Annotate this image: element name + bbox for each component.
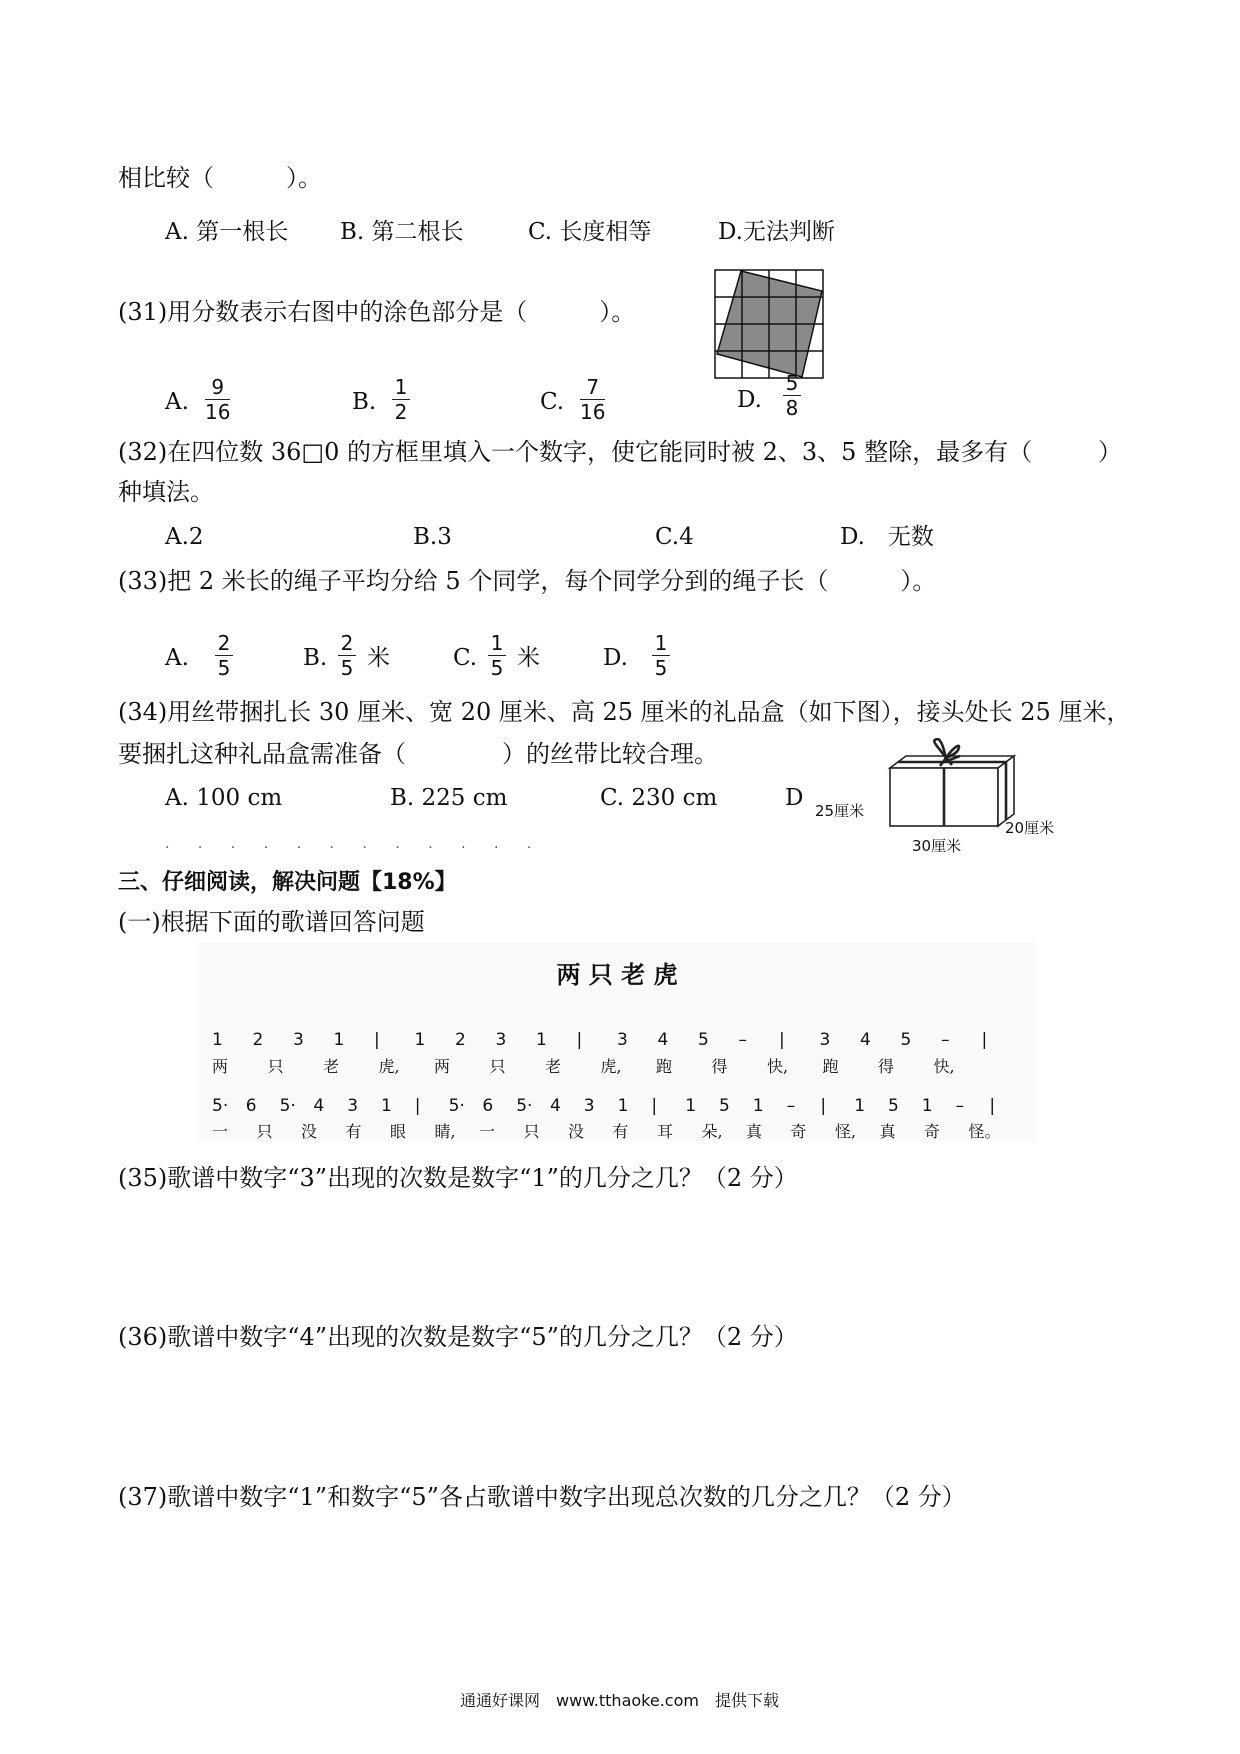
bar-line: | (414, 1096, 421, 1116)
q33-option-b-fraction (338, 632, 356, 679)
q30-stem-tail: 相比较（ ）。 (118, 164, 322, 192)
box-label-height: 25厘米 (815, 802, 865, 820)
gift-box-figure (880, 738, 1020, 843)
score-note: 3 (819, 1030, 831, 1050)
q31-option-a-letter: A. (165, 389, 189, 415)
score-note: 1 (617, 1096, 629, 1116)
denominator: 5 (654, 656, 668, 680)
q33-option-c-unit: 米 (517, 645, 540, 671)
lyric-char: 睛, (434, 1122, 456, 1141)
lyric-char: 只 (523, 1122, 540, 1141)
q32-option-d: D. 无数 (840, 524, 934, 550)
numerator: 1 (654, 631, 668, 655)
q31-option-c-letter: C. (540, 389, 565, 415)
box-label-width: 20厘米 (1005, 819, 1055, 837)
numerator: 5 (785, 371, 799, 395)
q33-option-b-letter: B. (303, 645, 328, 671)
q31-stem: (31)用分数表示右图中的涂色部分是（ ）。 (118, 298, 636, 326)
score-note: 4 (860, 1030, 871, 1050)
lyric-char: 两 (434, 1057, 451, 1076)
numerator: 2 (340, 631, 354, 655)
score-note: – (786, 1096, 796, 1116)
q32-close-paren: ） (1098, 438, 1122, 466)
score-note: 5· (279, 1096, 296, 1116)
lyric-char: 奇 (790, 1122, 807, 1141)
lyric-char: 真 (879, 1122, 896, 1141)
section-subheading: (一)根据下面的歌谱回答问题 (118, 908, 425, 936)
q33-option-d-letter: D. (603, 645, 628, 671)
score-note: 3 (583, 1096, 595, 1116)
lyric-char: 真 (746, 1122, 763, 1141)
q34-stem-line1: (34)用丝带捆扎长 30 厘米、宽 20 厘米、高 25 厘米的礼品盒（如下图），接头处长 25 厘米， (118, 698, 1131, 726)
lyric-char: 跑 (822, 1057, 839, 1076)
q30-option-a: A. 第一根长 (165, 219, 289, 245)
q30-option-d: D.无法判断 (718, 219, 835, 245)
q33-option-d-fraction (652, 632, 670, 679)
q31-option-a-fraction (205, 376, 230, 423)
q33-option-c-fraction (488, 632, 506, 679)
score-note: 5· (448, 1096, 465, 1116)
q37: (37)歌谱中数字“1”和数字“5”各占歌谱中数字出现总次数的几分之几？（2 分） (118, 1483, 966, 1511)
bar-line: | (374, 1030, 380, 1050)
score-note: 5 (698, 1030, 709, 1050)
q31-option-d-fraction (783, 372, 801, 419)
q32-option-a: A.2 (165, 524, 204, 550)
lyric-char: 只 (267, 1057, 284, 1076)
numerator: 9 (211, 375, 225, 399)
denominator: 2 (394, 400, 408, 424)
score-note: 2 (252, 1030, 264, 1050)
denominator: 16 (580, 400, 606, 424)
bar-line: | (651, 1096, 658, 1116)
lyric-char: 怪, (835, 1122, 857, 1141)
lyric-char: 老 (545, 1057, 562, 1076)
lyric-char: 只 (256, 1122, 273, 1141)
q33-option-a-fraction (215, 632, 233, 679)
lyric-char: 眼 (390, 1122, 407, 1141)
q33-option-a-letter: A. (165, 645, 189, 671)
numerator: 7 (586, 375, 600, 399)
score-note: 1 (414, 1030, 426, 1050)
score-note: 4 (550, 1096, 561, 1116)
lyric-char: 快, (767, 1057, 789, 1076)
lyric-char: 奇 (924, 1122, 941, 1141)
numerator: 2 (217, 631, 231, 655)
bar-line: | (820, 1096, 827, 1116)
score-note: 5· (516, 1096, 533, 1116)
score-note: 1 (212, 1030, 223, 1050)
q33-option-b-unit: 米 (367, 645, 390, 671)
score-note: – (941, 1030, 950, 1050)
score-note: 2 (455, 1030, 466, 1050)
score-note: – (738, 1030, 747, 1050)
lyric-char: 有 (345, 1122, 362, 1141)
score-note: 1 (685, 1096, 697, 1116)
song-title: 两 只 老 虎 (556, 960, 678, 989)
q31-option-b-letter: B. (352, 389, 377, 415)
q31-option-d-letter: D. (737, 387, 762, 413)
q32-stem-line1: (32)在四位数 36□0 的方框里填入一个数字，使它能同时被 2、3、5 整除，最多有（ (118, 438, 1033, 466)
q33-stem: (33)把 2 米长的绳子平均分给 5 个同学，每个同学分到的绳子长（ ）。 (118, 567, 937, 595)
score-note: 1 (854, 1096, 866, 1116)
denominator: 5 (490, 656, 504, 680)
bar-line: | (576, 1030, 583, 1050)
footer-source: 通通好课网 www.tthaoke.com 提供下载 (460, 1691, 779, 1710)
lyric-char: 耳 (657, 1122, 674, 1141)
q34-stem-line2: 要捆扎这种礼品盒需准备（ ）的丝带比较合理。 (118, 740, 718, 768)
numerator: 1 (490, 631, 504, 655)
song-score (197, 943, 1037, 1141)
lyric-char: 快, (933, 1057, 955, 1076)
score-note: 1 (752, 1096, 764, 1116)
lyric-char: 老 (323, 1057, 340, 1076)
denominator: 5 (217, 656, 231, 680)
lyric-char: 虎, (600, 1057, 622, 1076)
score-note: 1 (536, 1030, 547, 1050)
score-note: 6 (482, 1096, 494, 1116)
lyric-char: 得 (711, 1057, 728, 1076)
q35: (35)歌谱中数字“3”出现的次数是数字“1”的几分之几？（2 分） (118, 1164, 798, 1192)
score-note: 5· (212, 1096, 229, 1116)
grid-lines (715, 270, 823, 378)
lyric-char: 两 (212, 1057, 229, 1076)
q30-option-c: C. 长度相等 (528, 219, 652, 245)
q31-option-c-fraction (580, 376, 605, 423)
box-label-length: 30厘米 (912, 837, 962, 855)
q36: (36)歌谱中数字“4”出现的次数是数字“5”的几分之几？（2 分） (118, 1323, 798, 1351)
numerator: 1 (394, 375, 408, 399)
score-note: 1 (381, 1096, 392, 1116)
q32-stem-line2: 种填法。 (118, 478, 214, 506)
score-note: 1 (921, 1096, 933, 1116)
lyric-char: 只 (489, 1057, 506, 1076)
score-note: 5 (888, 1096, 899, 1116)
dotted-separator: . . . . . . . . . . . . (165, 836, 544, 852)
lyric-char: 没 (568, 1122, 585, 1141)
lyric-char: 朵, (701, 1122, 723, 1141)
q32-option-c: C.4 (655, 524, 694, 550)
score-note: – (955, 1096, 965, 1116)
bar-line: | (989, 1096, 996, 1116)
score-note: 5 (719, 1096, 730, 1116)
q34-option-d: D (785, 785, 804, 811)
score-note: 6 (245, 1096, 257, 1116)
lyric-char: 虎, (378, 1057, 400, 1076)
score-note: 3 (495, 1030, 507, 1050)
denominator: 5 (340, 656, 354, 680)
lyric-char: 跑 (656, 1057, 673, 1076)
bar-line: | (981, 1030, 988, 1050)
score-note: 4 (657, 1030, 669, 1050)
score-note: 4 (313, 1096, 325, 1116)
score-note: 3 (347, 1096, 359, 1116)
lyric-char: 得 (878, 1057, 895, 1076)
lyric-char: 有 (612, 1122, 629, 1141)
lyric-char: 一 (479, 1122, 496, 1141)
q34-option-b: B. 225 cm (390, 785, 508, 811)
q34-option-a: A. 100 cm (165, 785, 283, 811)
bar-line: | (779, 1030, 785, 1050)
q33-option-c-letter: C. (453, 645, 478, 671)
denominator: 8 (785, 396, 799, 420)
q32-option-b: B.3 (413, 524, 452, 550)
q30-option-b: B. 第二根长 (340, 219, 464, 245)
score-note: 3 (617, 1030, 628, 1050)
lyric-char: 一 (212, 1122, 229, 1141)
denominator: 16 (205, 400, 231, 424)
q34-option-c: C. 230 cm (600, 785, 718, 811)
q31-grid-figure (713, 268, 825, 380)
score-note: 3 (293, 1030, 304, 1050)
section-heading: 三、仔细阅读，解决问题【18%】 (118, 870, 457, 895)
lyric-char: 没 (301, 1122, 318, 1141)
lyric-char: 怪。 (968, 1122, 1001, 1141)
q31-option-b-fraction (392, 376, 410, 423)
score-note: 1 (333, 1030, 345, 1050)
score-note: 5 (900, 1030, 912, 1050)
